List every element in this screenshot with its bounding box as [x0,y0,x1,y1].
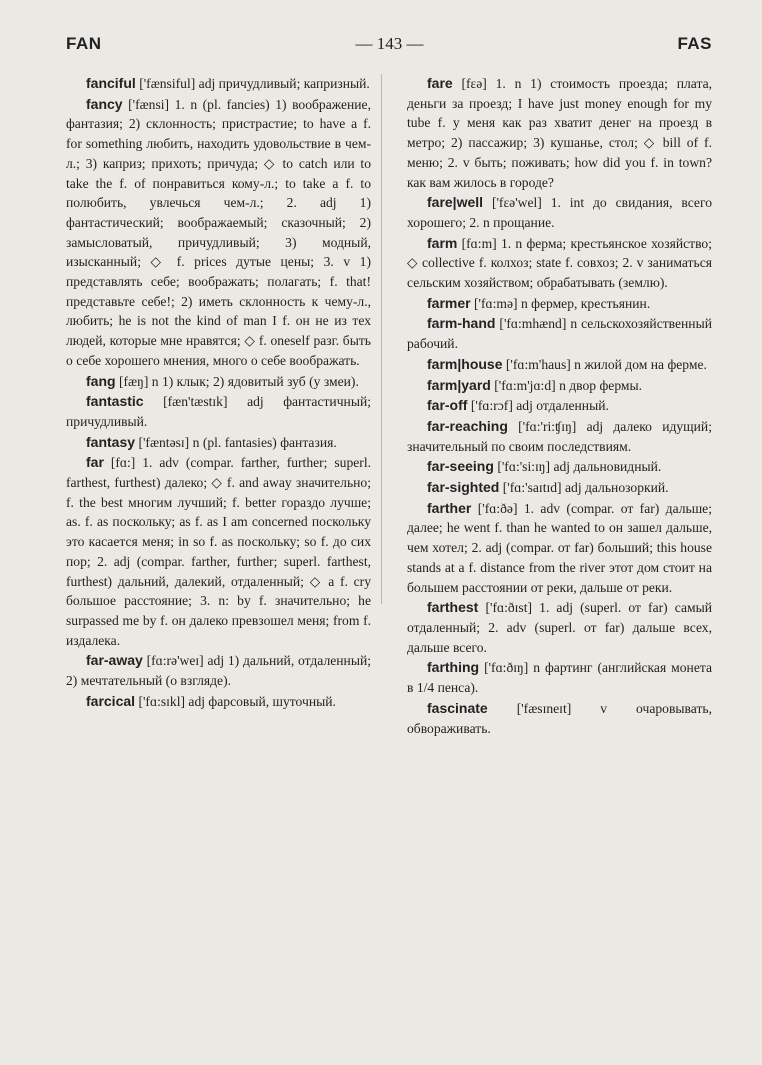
dictionary-entry [407,457,712,477]
left-column [66,74,371,739]
entry-headword: far-seeing [427,458,494,475]
entry-transcription: ['fɑ:'saɪtɪd] [502,480,562,496]
dictionary-entry [66,453,371,650]
entry-transcription: [fæn'tæstɪk] [163,394,228,410]
entry-definition: 1. adv (compar. farther, further; superl. farthest, furthest) далеко; ◇ f. and away значительно; f. the best многим лучший; f. better гораздо лучше; as. f. as поскольку; as f. as I am concerned поскольку это касается меня; in so f. as поскольку; so f. до сих пор; 2. adj (compar. farther, further; superl. farthest, furthest) дальний, далекий, отдаленный; ◇ a f. cry большое расстояние; 3. n: by f. значительно; he surpassed me by f. он далеко превзошел меня; from f. издалека. [66,455,371,648]
entry-headword: farm-hand [427,315,496,332]
entry-headword: fare [427,75,453,91]
dictionary-entry [407,314,712,353]
entry-transcription: [fɑ:rə'weɪ] [146,653,204,669]
entry-transcription: ['fɑ:ðɪst] [485,600,533,616]
entry-transcription: ['fɑ:mhænd] [499,316,567,332]
entry-headword: fantasy [86,433,136,450]
entry-headword: farm [427,234,458,251]
entry-transcription: ['fɑ:'si:ɪŋ] [497,459,551,475]
entry-headword: farmer [427,294,471,311]
header-right-word: FAS [677,34,712,53]
dictionary-entry [407,598,712,657]
right-column [407,74,712,739]
entry-definition: n жилой дом на ферме. [574,356,707,372]
dictionary-entry [66,74,371,94]
dictionary-entry [407,234,712,293]
entry-headword: farthest [427,599,479,616]
entry-definition: adj дальнозоркий. [564,480,669,496]
dictionary-entry [407,193,712,232]
entry-transcription: ['fɑ:'ri:ʧɪŋ] [518,418,577,434]
dictionary-entry [407,294,712,314]
entry-definition: 1. int до свидания, всего хорошего; 2. n прощание. [407,195,712,230]
header-left-word: FAN [66,34,102,53]
entry-transcription: [fɑ:m] [461,235,497,251]
dictionary-entry [66,372,371,392]
entry-definition: n сельскохозяйственный рабочий. [407,316,712,352]
entry-definition: adj причудливый; капризный. [198,76,370,91]
entry-transcription: ['fɑ:ðɪŋ] [484,660,529,676]
entry-transcription: ['fæsɪneɪt] [516,700,572,716]
entry-transcription: [fæŋ] [118,373,149,389]
entry-headword: fanciful [86,75,136,91]
dictionary-entry [407,355,712,375]
entry-headword: fare|well [427,194,484,211]
entry-transcription: ['fɑ:ðə] [477,500,518,516]
dictionary-entry [66,392,371,431]
entry-headword: farthing [427,659,480,676]
dictionary-entry [407,699,712,738]
dictionary-entry [66,692,371,712]
dictionary-entry [407,376,712,396]
entry-transcription: [fɑ:] [110,455,136,471]
dictionary-entry [66,651,371,690]
entry-headword: far-reaching [427,417,508,434]
entry-definition: n фермер, крестьянин. [520,295,651,311]
entry-headword: fascinate [427,699,488,716]
entry-definition: n 1) клык; 2) ядовитый зуб (у змеи). [151,373,359,389]
dictionary-entry [407,478,712,498]
entry-headword: farm|yard [427,376,491,393]
entry-definition: 1. adv (compar. от far) дальше; далее; he went f. than he wanted to он зашел дальше, чем хотел; 2. adj (compar. от far) больший; this house stands at a f. distance from the river этот дом стоит на большем расстоянии от реки, дальше от реки. [407,500,712,595]
dictionary-entry [407,417,712,456]
entry-definition: adj фантастичный; причудливый. [66,394,372,429]
entry-definition: n двор фермы. [559,377,643,393]
entry-headword: far [86,454,104,471]
dictionary-entry [407,74,712,192]
entry-headword: farther [427,499,472,516]
entry-headword: fancy [86,95,123,112]
columns [66,74,712,739]
entry-definition: adj дальновидный. [553,459,662,475]
entry-definition: n фартинг (английская монета в 1/4 пенса). [407,660,713,696]
entry-definition: adj далеко идущий; значительный по своим последствиям. [407,418,712,454]
entry-definition: 1. n (pl. fancies) 1) воображение, фантазия; 2) склонность; пристрастие; to have a f. for something любить, находить удовольствие в чем-л.; 3) каприз; прихоть; причуда; ◇ to catch или to take the f. of понравиться кому-л.; to take a f. to полюбить, увлечься чем-л.; 2. adj 1) фантастический; воображаемый; сказочный; 2) замысловатый, причудливый; 3) модный, изысканный; ◇ f. prices дутые цены; 3. v 1) представлять себе; воображать; полагать; f. that! представьте себе!; 2) иметь склонность к чему-л., любить; he is not the kind of man I f. он не из тех людей, которые мне нравятся; ◇ f. oneself разг. быть о себе хорошего мнения, много о себе воображать. [66,96,371,368]
page-header [66,34,712,74]
entry-transcription: ['fɑ:m'haus] [505,356,571,372]
entry-headword: fantastic [86,393,144,410]
entry-definition: 1. n ферма; крестьянское хозяйство; ◇ collective f. колхоз; state f. совхоз; 2. v заниматься сельским хозяйством; обрабатывать (землю). [407,235,712,291]
entry-transcription: ['fɑ:m'jɑ:d] [494,377,556,393]
dictionary-entry [407,658,712,697]
entry-definition: adj фарсовый, шуточный. [188,693,336,709]
entry-transcription: ['fɑ:sɪkl] [138,693,186,709]
entry-headword: far-sighted [427,479,500,496]
entry-definition: adj 1) дальний, отдаленный; 2) мечтательный (о взгляде). [66,653,372,689]
page-number: — 143 — [355,34,424,53]
entry-definition: 1. adj (superl. от far) самый отдаленный; 2. adv (superl. от far) дальше всех, дальше всего. [407,600,713,655]
entry-transcription: [fɛə] [461,76,487,91]
dictionary-entry [407,396,712,416]
entry-transcription: ['fænsiful] [139,76,196,91]
column-divider [381,74,382,604]
entry-transcription: ['fænsi] [128,96,170,112]
entry-definition: 1. n 1) стоимость проезда; плата, деньги за проезд; I have just money enough for my tube f. у меня как раз хватит денег на проезд в метро; 2) пассажир; 3) кушанье, стол; ◇ bill of f. меню; 2. v быть; поживать; how did you f. in town? как вам жилось в городе? [407,76,713,190]
entry-headword: far-away [86,652,143,669]
entry-transcription: ['fæntəsɪ] [138,434,190,450]
entry-definition: n (pl. fantasies) фантазия. [192,434,337,450]
entry-definition: v очаровывать, обвораживать. [407,700,712,736]
entry-headword: farm|house [427,355,503,372]
entry-transcription: ['fɑ:rɔf] [470,398,513,414]
entry-headword: fang [86,372,116,389]
entry-headword: far-off [427,397,468,414]
entry-headword: farcical [86,692,136,709]
dictionary-entry [66,433,371,453]
entry-transcription: ['fɑ:mə] [474,295,518,311]
entry-definition: adj отдаленный. [516,398,609,414]
dictionary-entry [66,95,371,371]
entry-transcription: ['fɛə'wel] [491,195,542,211]
dictionary-entry [407,499,712,598]
